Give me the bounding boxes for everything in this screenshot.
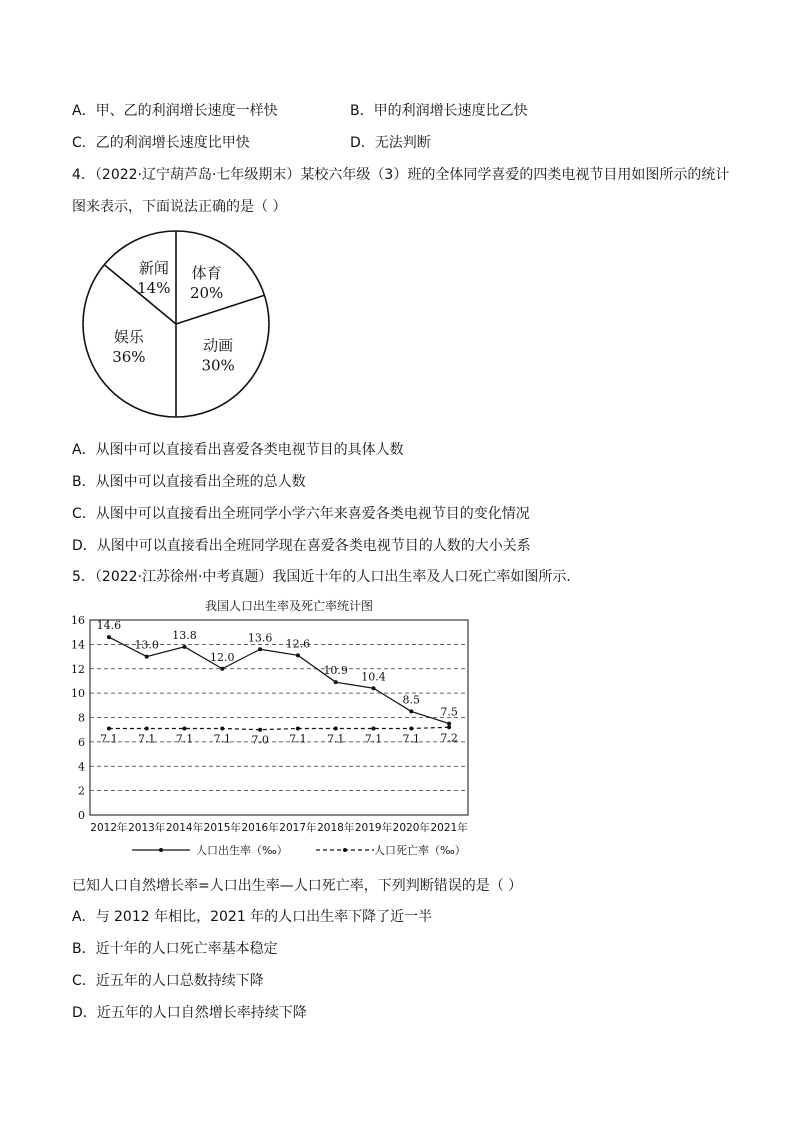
pie-slice-name: 体育 — [191, 263, 222, 282]
q4-option-c: C．从图中可以直接看出全班同学小学六年来喜爱各类电视节目的变化情况 — [72, 506, 530, 522]
x-tick-label: 2015年 — [203, 822, 241, 834]
death-rate-point — [447, 725, 451, 729]
birth-rate-value-label: 13.6 — [247, 631, 273, 645]
q3-option-c: C．乙的利润增长速度比甲快 — [72, 135, 250, 151]
pie-slice-percent: 14% — [137, 278, 171, 297]
legend-death-label: 人口死亡率（‰） — [374, 844, 466, 857]
death-rate-point — [183, 726, 187, 730]
y-tick-label: 0 — [78, 809, 85, 822]
death-rate-point — [372, 726, 376, 730]
death-rate-value-label: 7.1 — [137, 732, 156, 746]
q5-option-d: D．近五年的人口自然增长率持续下降 — [72, 1005, 307, 1021]
death-rate-point — [296, 726, 300, 730]
pie-slice-percent: 30% — [201, 356, 235, 375]
birth-rate-value-label: 13.0 — [134, 638, 159, 652]
q4-option-b: B．从图中可以直接看出全班的总人数 — [72, 474, 306, 490]
y-tick-label: 4 — [78, 760, 85, 774]
death-rate-value-label: 7.1 — [364, 732, 383, 746]
pie-slice-name: 新闻 — [138, 258, 169, 277]
q4-option-a: A．从图中可以直接看出喜爱各类电视节目的具体人数 — [72, 442, 404, 458]
death-rate-value-label: 7.1 — [289, 732, 307, 746]
birth-rate-point — [183, 645, 187, 649]
pie-slice-name: 娱乐 — [113, 328, 144, 347]
y-tick-label: 2 — [78, 784, 85, 798]
birth-rate-point — [409, 709, 413, 713]
death-rate-point — [220, 726, 224, 730]
birth-rate-value-label: 8.5 — [402, 693, 421, 707]
q5-stem: 5．（2022·江苏徐州·中考真题）我国近十年的人口出生率及人口死亡率如图所示． — [72, 569, 581, 585]
death-rate-point — [258, 728, 262, 732]
death-rate-value-label: 7.1 — [100, 732, 118, 746]
birth-rate-value-label: 10.9 — [323, 664, 348, 678]
death-rate-value-label: 7.1 — [402, 732, 421, 746]
birth-rate-value-label: 14.6 — [96, 619, 122, 633]
birth-rate-point — [145, 655, 149, 659]
x-tick-label: 2017年 — [279, 822, 317, 834]
death-rate-value-label: 7.1 — [175, 732, 194, 746]
q5-condition: 已知人口自然增长率=人口出生率—人口死亡率，下列判断错误的是（ ） — [72, 878, 523, 894]
legend-birth-label: 人口出生率（‰） — [196, 844, 288, 857]
birth-rate-point — [220, 667, 224, 671]
legend-death-marker — [343, 848, 347, 852]
death-rate-value-label: 7.2 — [440, 731, 458, 745]
death-rate-point — [409, 726, 413, 730]
x-tick-label: 2021年 — [430, 822, 468, 834]
q3-option-a: A．甲、乙的利润增长速度一样快 — [72, 103, 278, 119]
x-tick-label: 2016年 — [241, 822, 279, 834]
birth-rate-point — [372, 686, 376, 690]
death-rate-value-label: 7.1 — [326, 732, 345, 746]
y-tick-label: 16 — [71, 614, 85, 627]
death-rate-point — [334, 726, 338, 730]
death-rate-point — [145, 726, 149, 730]
q4-stem-line1: 4．（2022·辽宁葫芦岛·七年级期末）某校六年级（3）班的全体同学喜爱的四类电视节目用如图所示的统计 — [72, 167, 730, 183]
x-tick-label: 2013年 — [128, 822, 166, 834]
q3-option-d: D．无法判断 — [350, 135, 431, 151]
y-tick-label: 8 — [78, 711, 85, 725]
death-rate-value-label: 7.0 — [251, 733, 269, 747]
birth-rate-point — [447, 722, 451, 726]
chart-title: 我国人口出生率及死亡率统计图 — [204, 599, 374, 613]
death-rate-point — [107, 726, 111, 730]
legend-birth-marker — [159, 848, 163, 852]
q4-option-d: D．从图中可以直接看出全班同学现在喜爱各类电视节目的人数的大小关系 — [72, 538, 531, 554]
x-tick-label: 2019年 — [354, 822, 393, 834]
y-tick-label: 6 — [78, 735, 85, 749]
birth-rate-value-label: 12.6 — [285, 637, 311, 651]
birth-rate-value-label: 12.0 — [210, 650, 235, 664]
death-rate-line — [109, 727, 449, 729]
birth-rate-value-label: 13.8 — [172, 628, 197, 642]
q5-option-c: C．近五年的人口总数持续下降 — [72, 973, 264, 989]
birth-rate-point — [107, 635, 111, 639]
birth-rate-point — [258, 647, 262, 651]
pie-slice-name: 动画 — [203, 336, 234, 355]
birth-rate-point — [296, 653, 300, 657]
birth-rate-point — [334, 680, 338, 684]
y-tick-label: 14 — [71, 638, 85, 652]
q3-option-b: B．甲的利润增长速度比乙快 — [350, 103, 528, 119]
pie-slice-percent: 36% — [112, 348, 146, 367]
birth-rate-line — [109, 637, 449, 724]
pie-slice-percent: 20% — [189, 283, 224, 302]
y-tick-label: 10 — [71, 687, 85, 701]
x-tick-label: 2014年 — [165, 822, 204, 834]
q5-option-a: A．与 2012 年相比，2021 年的人口出生率下降了近一半 — [72, 909, 433, 925]
line-chart — [62, 592, 502, 864]
death-rate-value-label: 7.1 — [213, 732, 232, 746]
birth-rate-value-label: 7.5 — [440, 705, 458, 719]
x-tick-label: 2012年 — [90, 822, 128, 834]
q5-option-b: B．近十年的人口死亡率基本稳定 — [72, 941, 278, 957]
pie-chart — [80, 220, 280, 425]
x-tick-label: 2020年 — [392, 822, 430, 834]
q4-stem-line2: 图来表示，下面说法正确的是（ ） — [72, 199, 287, 215]
y-tick-label: 12 — [71, 662, 85, 676]
x-tick-label: 2018年 — [317, 822, 355, 834]
birth-rate-value-label: 10.4 — [361, 670, 386, 684]
